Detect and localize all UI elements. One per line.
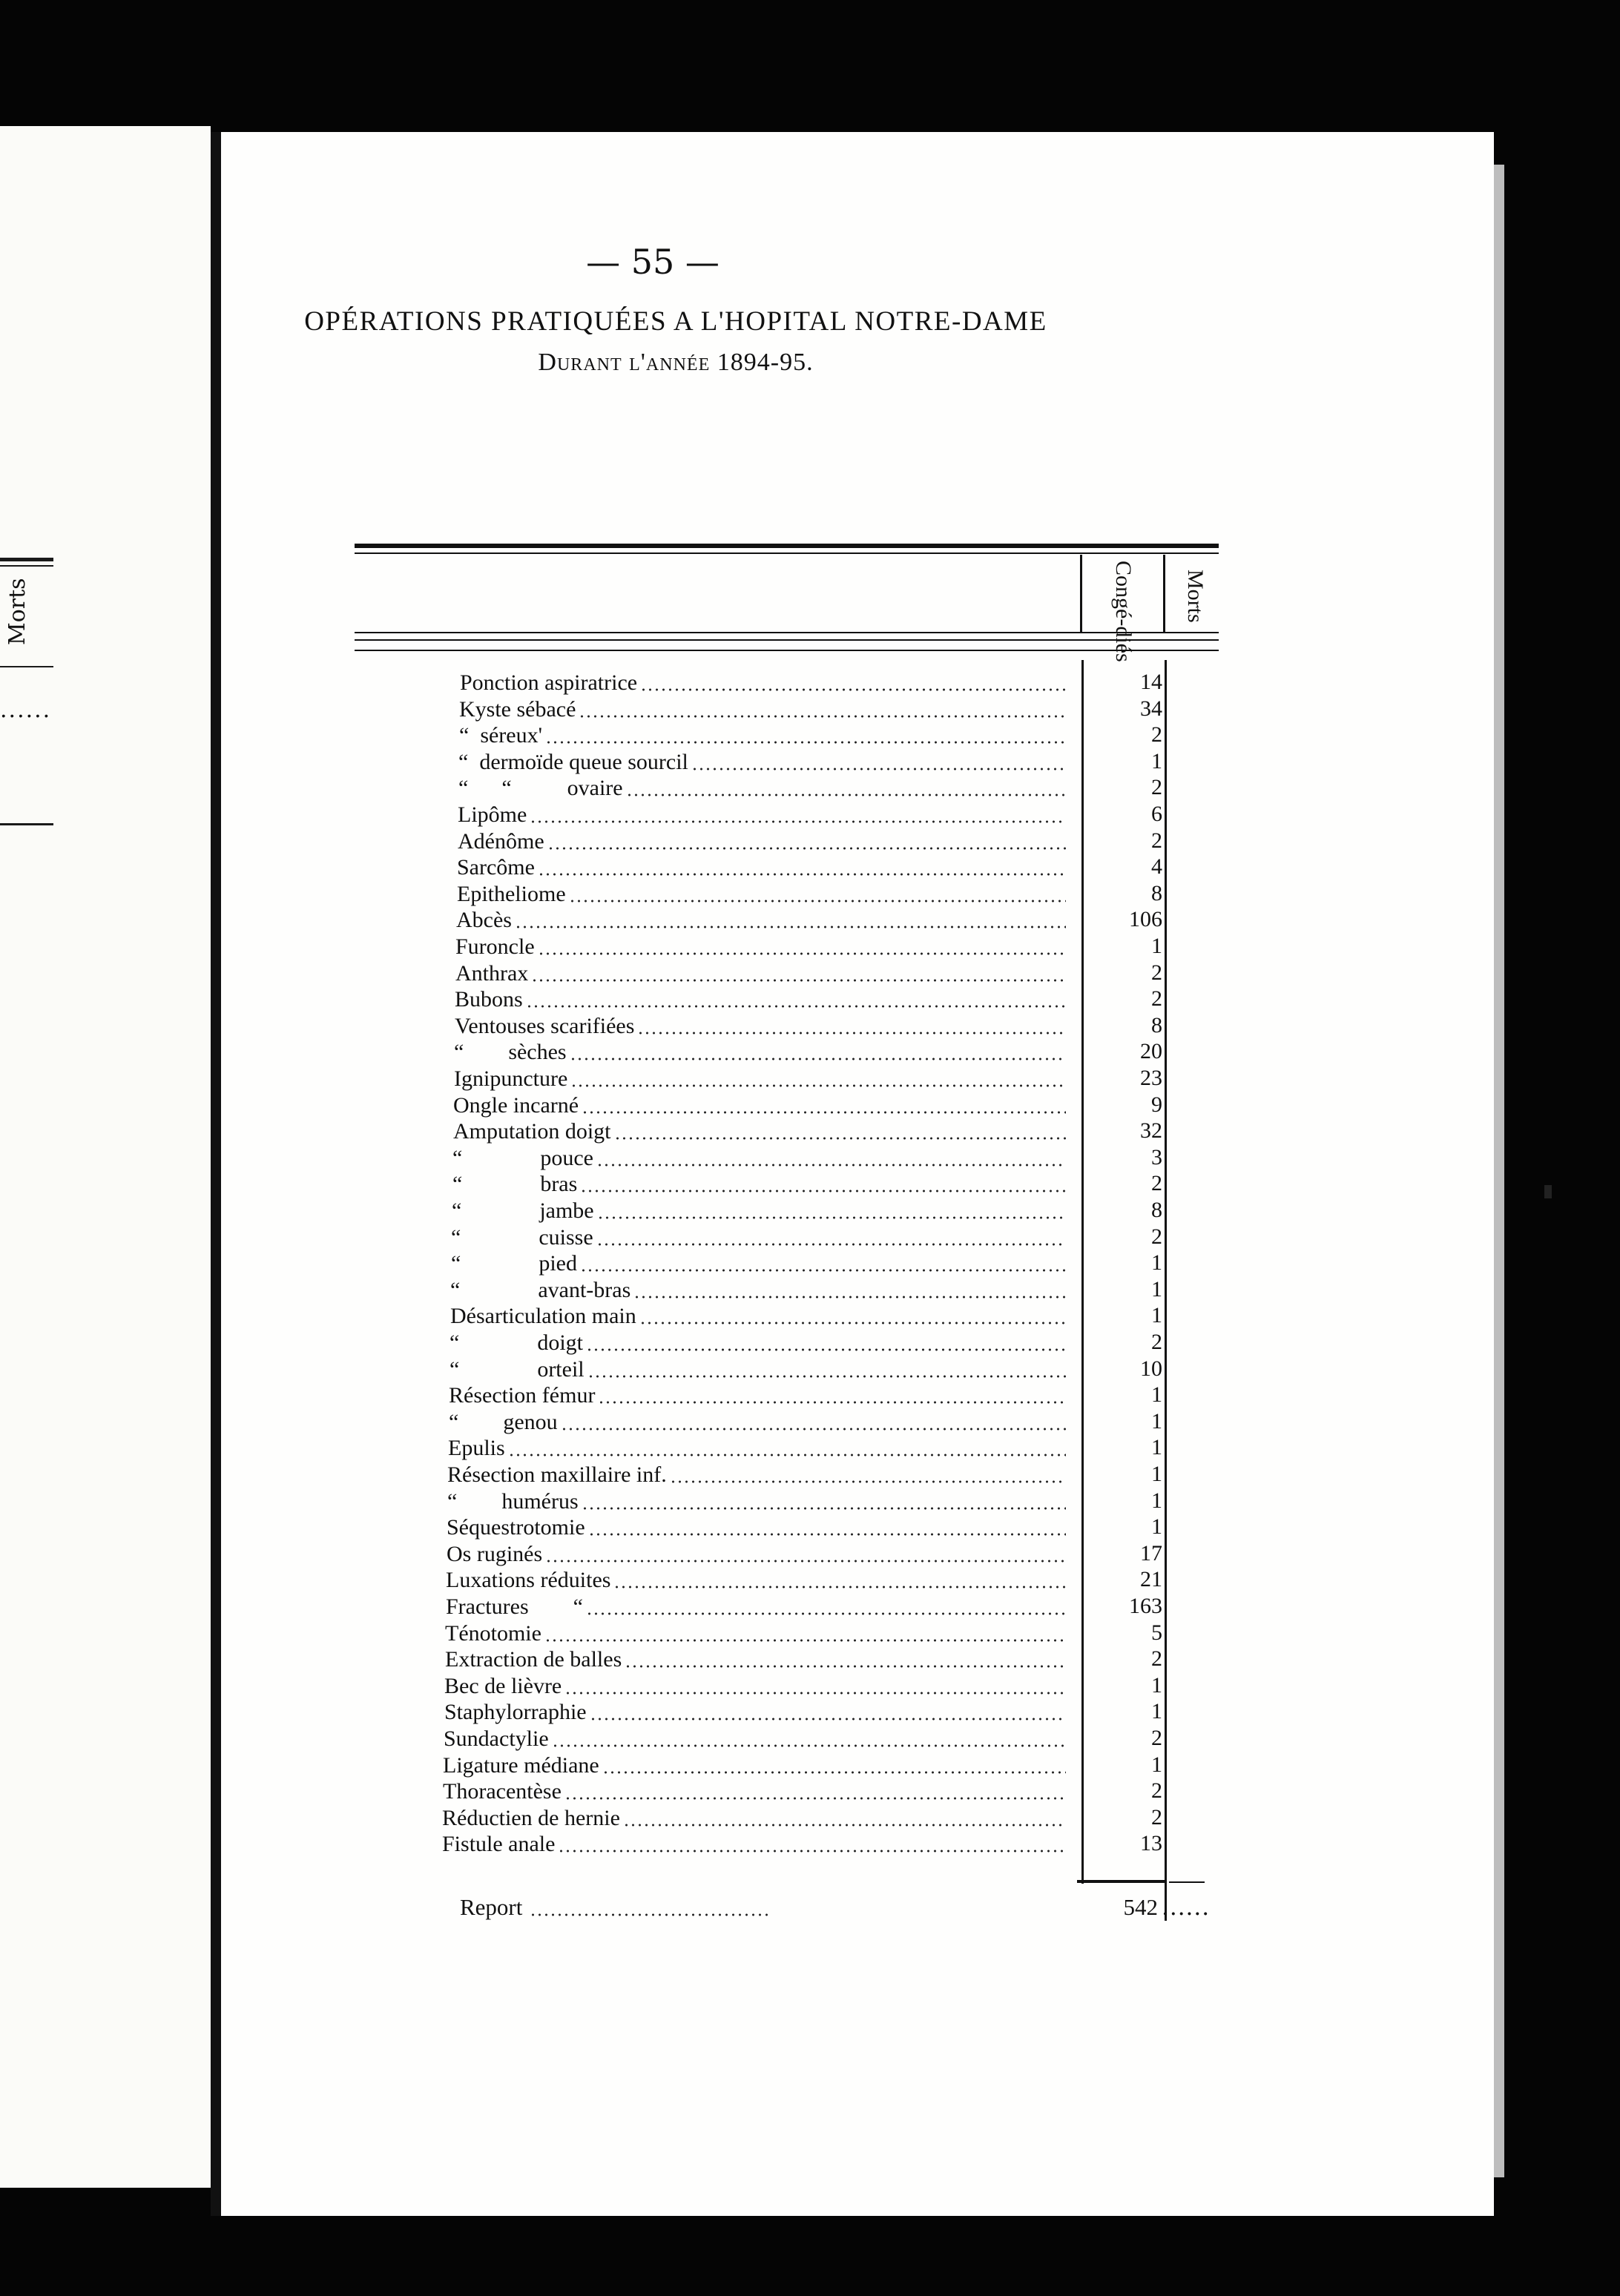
operation-label: Sundactylie: [444, 1726, 549, 1751]
table-row: [458, 801, 1070, 828]
table-row: [450, 1302, 1070, 1329]
table-row: [445, 1620, 1070, 1646]
table-row: [447, 1540, 1070, 1567]
page-subtitle: Durant l'année 1894-95.: [538, 349, 814, 376]
table-row: [454, 1038, 1070, 1065]
leader-dots: [625, 1665, 1066, 1668]
operation-label: Ongle incarné: [453, 1093, 579, 1118]
conges-value: 1: [1151, 1250, 1162, 1275]
conges-value: 1: [1151, 1488, 1162, 1513]
operation-label: “ sèches: [454, 1040, 567, 1064]
conges-value: 1: [1151, 1435, 1162, 1459]
leader-dots: [538, 873, 1066, 876]
table-row: [446, 1593, 1070, 1620]
operation-label: “ pouce: [452, 1146, 593, 1170]
table-row: [454, 1065, 1070, 1092]
conges-value: 32: [1140, 1118, 1162, 1143]
conges-value: 34: [1140, 696, 1162, 721]
conges-value: 1: [1151, 1514, 1162, 1539]
report-label: Report: [460, 1894, 523, 1920]
operation-label: Résection maxillaire inf.: [447, 1462, 667, 1487]
conges-value: 9: [1151, 1092, 1162, 1117]
leader-dots: [598, 1401, 1066, 1404]
conges-value: 8: [1151, 1013, 1162, 1038]
leader-dots: [596, 1164, 1066, 1167]
operation-label: “ bras: [452, 1172, 578, 1196]
operation-label: Anthrax: [455, 961, 529, 986]
header-divider-mid: [1163, 555, 1165, 632]
page-number: — 55 —: [586, 242, 720, 282]
leader-dots: [531, 979, 1066, 982]
report-morts-dots: ......: [1162, 1894, 1211, 1921]
leader-dots: [544, 1639, 1066, 1642]
conges-value: 6: [1151, 802, 1162, 826]
conges-value: 1: [1151, 1409, 1162, 1434]
leader-dots: [614, 1137, 1067, 1140]
table-row: [456, 906, 1070, 933]
table-row: [458, 774, 1070, 801]
conges-value: 2: [1151, 960, 1162, 985]
conges-value: 106: [1129, 907, 1162, 931]
leader-dots: [569, 900, 1066, 903]
conges-value: 1: [1151, 1462, 1162, 1486]
operation-label: Thoracentèse: [443, 1779, 562, 1804]
operation-label: “ doigt: [450, 1330, 583, 1355]
table-row: [443, 1752, 1070, 1778]
operation-label: Extraction de balles: [445, 1647, 622, 1672]
leader-dots: [670, 1480, 1066, 1483]
leader-dots: [587, 1375, 1066, 1378]
conges-value: 13: [1140, 1831, 1162, 1855]
operation-label: Amputation doigt: [453, 1119, 611, 1144]
left-header-rule: [0, 558, 53, 561]
left-end-rule: [0, 823, 53, 825]
table-row: [458, 828, 1070, 854]
leader-dots: [596, 1243, 1066, 1246]
table-row: [444, 1725, 1070, 1752]
leader-dots: [613, 1586, 1066, 1589]
conges-value: 2: [1151, 1330, 1162, 1354]
table-header-rule-2: [355, 639, 1219, 641]
leader-dots: [640, 688, 1066, 691]
leader-dots: [545, 1560, 1066, 1563]
operation-label: Staphylorraphie: [444, 1700, 587, 1724]
leader-dots: [637, 1032, 1066, 1035]
report-row: [460, 1891, 775, 1921]
operation-label: Abcès: [456, 908, 512, 932]
operation-label: Epitheliome: [457, 882, 566, 906]
table-row: [457, 880, 1070, 907]
leader-dots: [570, 1084, 1066, 1087]
conges-value: 2: [1151, 1778, 1162, 1803]
conges-value: 2: [1151, 1805, 1162, 1830]
leader-dots: [547, 847, 1066, 850]
operation-label: Résection fémur: [449, 1383, 596, 1408]
conges-value: 3: [1151, 1145, 1162, 1170]
table-row: [453, 1092, 1070, 1118]
conges-value: 1: [1151, 1752, 1162, 1777]
left-page-fragment: [0, 126, 211, 2188]
operation-label: Fractures “: [446, 1594, 583, 1619]
operation-label: “ séreux': [459, 723, 543, 748]
operation-label: Sarcôme: [457, 855, 535, 880]
header-divider-left: [1080, 555, 1082, 632]
table-header-rule: [355, 632, 1219, 633]
leader-dots: [597, 1216, 1066, 1219]
conges-value: 8: [1151, 881, 1162, 905]
table-row: [459, 722, 1070, 748]
total-rule: [1077, 1880, 1165, 1883]
leader-dots: [545, 741, 1066, 744]
conges-value: 1: [1151, 1303, 1162, 1327]
table-row: [442, 1804, 1070, 1831]
leader-dots: [564, 1692, 1066, 1695]
conges-value: 14: [1140, 670, 1162, 694]
leader-dots: [602, 1771, 1066, 1774]
column-header-conges: Congé-diés: [1111, 561, 1136, 662]
leader-dots: [586, 1348, 1066, 1351]
leader-dots: [582, 1111, 1066, 1114]
table-row: [447, 1461, 1070, 1488]
conges-value: 1: [1151, 1277, 1162, 1302]
leader-dots: [580, 1269, 1066, 1272]
leader-dots: [586, 1612, 1066, 1615]
leader-dots: [590, 1718, 1066, 1721]
table-row: [458, 748, 1070, 775]
table-row: [447, 1488, 1070, 1514]
operation-label: Ventouses scarifiées: [455, 1014, 635, 1038]
conges-value: 2: [1151, 1726, 1162, 1750]
conges-value: 163: [1129, 1594, 1162, 1618]
page-edge: [1494, 165, 1504, 2177]
leader-dots: [588, 1533, 1066, 1536]
total-rule-morts: [1169, 1881, 1205, 1883]
operation-label: “ cuisse: [451, 1225, 593, 1250]
leader-dots: [526, 1005, 1066, 1008]
operation-label: Ponction aspiratrice: [460, 670, 638, 695]
operation-label: “ humérus: [447, 1489, 579, 1514]
conges-value: 2: [1151, 986, 1162, 1011]
leader-dots: [515, 926, 1066, 928]
leader-dots: [639, 1322, 1066, 1325]
table-row: [447, 1514, 1070, 1540]
table-row: [446, 1566, 1070, 1593]
left-column-header-morts: Morts: [4, 578, 30, 645]
operation-label: “ “ ovaire: [458, 776, 623, 800]
operation-label: “ jambe: [452, 1198, 594, 1223]
table-top-rule: [355, 544, 1219, 548]
table-row: [444, 1672, 1070, 1699]
table-row: [451, 1224, 1070, 1250]
table-row: [449, 1408, 1070, 1435]
table-row: [455, 960, 1070, 986]
operation-label: Epulis: [448, 1436, 505, 1460]
table-row: [452, 1197, 1070, 1224]
conges-value: 1: [1151, 1382, 1162, 1407]
operation-label: Fistule anale: [442, 1832, 556, 1856]
operation-label: Réductien de hernie: [442, 1806, 620, 1830]
leader-dots: [552, 1744, 1066, 1747]
leader-dots: [538, 952, 1066, 955]
table-row: [444, 1698, 1070, 1725]
conges-value: 2: [1151, 828, 1162, 853]
conges-value: 10: [1140, 1356, 1162, 1381]
left-dots: ......: [0, 697, 52, 723]
conges-value: 23: [1140, 1066, 1162, 1090]
operation-label: Lipôme: [458, 802, 527, 827]
table-row: [455, 986, 1070, 1012]
table-row: [448, 1434, 1070, 1461]
column-divider-mid: [1165, 660, 1167, 1921]
table-header-rule-3: [355, 650, 1219, 651]
leader-dots: [623, 1824, 1066, 1827]
table-row: [451, 1250, 1070, 1276]
conges-value: 20: [1140, 1039, 1162, 1063]
operation-label: Adénôme: [458, 829, 544, 854]
operation-label: Ligature médiane: [443, 1753, 599, 1778]
leader-dots: [626, 794, 1066, 796]
conges-value: 2: [1151, 1171, 1162, 1195]
leader-dots: [564, 1797, 1066, 1800]
table-row: [452, 1170, 1070, 1197]
table-row: [452, 1144, 1070, 1171]
report-leader-dots: [530, 1913, 771, 1916]
conges-value: 2: [1151, 1646, 1162, 1671]
operation-label: “ genou: [449, 1410, 558, 1434]
table-row: [453, 1118, 1070, 1144]
column-divider-left: [1081, 660, 1084, 1884]
column-header-morts: Morts: [1183, 570, 1208, 623]
leader-dots: [530, 820, 1066, 823]
page-title: OPÉRATIONS PRATIQUÉES A L'HOPITAL NOTRE-DAME: [304, 306, 1047, 337]
operation-label: Os ruginés: [447, 1542, 543, 1566]
operation-label: Luxations réduites: [446, 1568, 611, 1592]
table-row: [460, 669, 1070, 696]
operation-label: Bec de lièvre: [444, 1674, 562, 1698]
table-row: [449, 1382, 1070, 1408]
conges-value: 8: [1151, 1198, 1162, 1222]
conges-value: 1: [1151, 1673, 1162, 1698]
operation-label: “ pied: [451, 1251, 577, 1276]
table-row: [443, 1778, 1070, 1804]
operation-label: Ignipuncture: [454, 1066, 568, 1091]
operation-label: “ orteil: [450, 1357, 585, 1382]
leader-dots: [561, 1428, 1066, 1431]
table-row: [450, 1329, 1070, 1356]
conges-value: 17: [1140, 1541, 1162, 1566]
operation-label: Kyste sébacé: [459, 697, 576, 722]
conges-value: 2: [1151, 722, 1162, 747]
left-subheader-rule: [0, 666, 53, 667]
conges-value: 2: [1151, 775, 1162, 799]
conges-value: 1: [1151, 934, 1162, 958]
operation-label: “ dermoïde queue sourcil: [458, 750, 688, 774]
report-value: 542: [1123, 1894, 1158, 1920]
table-row: [442, 1830, 1070, 1857]
leader-dots: [570, 1058, 1066, 1060]
operation-label: Séquestrotomie: [447, 1515, 585, 1540]
table-row: [455, 933, 1070, 960]
leader-dots: [691, 768, 1066, 771]
conges-value: 4: [1151, 854, 1162, 879]
operation-label: “ avant-bras: [450, 1278, 631, 1302]
scan-speck: [1544, 1185, 1552, 1198]
table-top-rule-thin: [355, 552, 1219, 554]
conges-value: 1: [1151, 1699, 1162, 1723]
leader-dots: [582, 1507, 1066, 1510]
left-header-rule-thin: [0, 565, 53, 567]
conges-value: 2: [1151, 1224, 1162, 1249]
table-row: [455, 1012, 1070, 1039]
leader-dots: [580, 1190, 1066, 1192]
table-row: [445, 1646, 1070, 1672]
conges-value: 21: [1140, 1567, 1162, 1591]
leader-dots: [579, 715, 1066, 718]
conges-value: 5: [1151, 1620, 1162, 1645]
table-row: [450, 1276, 1070, 1303]
leader-dots: [508, 1454, 1066, 1457]
operation-label: Désarticulation main: [450, 1304, 636, 1328]
conges-value: 1: [1151, 749, 1162, 773]
leader-dots: [558, 1850, 1066, 1853]
table-row: [450, 1356, 1070, 1382]
operation-label: Ténotomie: [445, 1621, 541, 1646]
operation-label: Bubons: [455, 987, 523, 1012]
table-row: [459, 696, 1070, 722]
leader-dots: [633, 1296, 1066, 1299]
table-row: [457, 854, 1070, 880]
operation-label: Furoncle: [455, 934, 535, 959]
